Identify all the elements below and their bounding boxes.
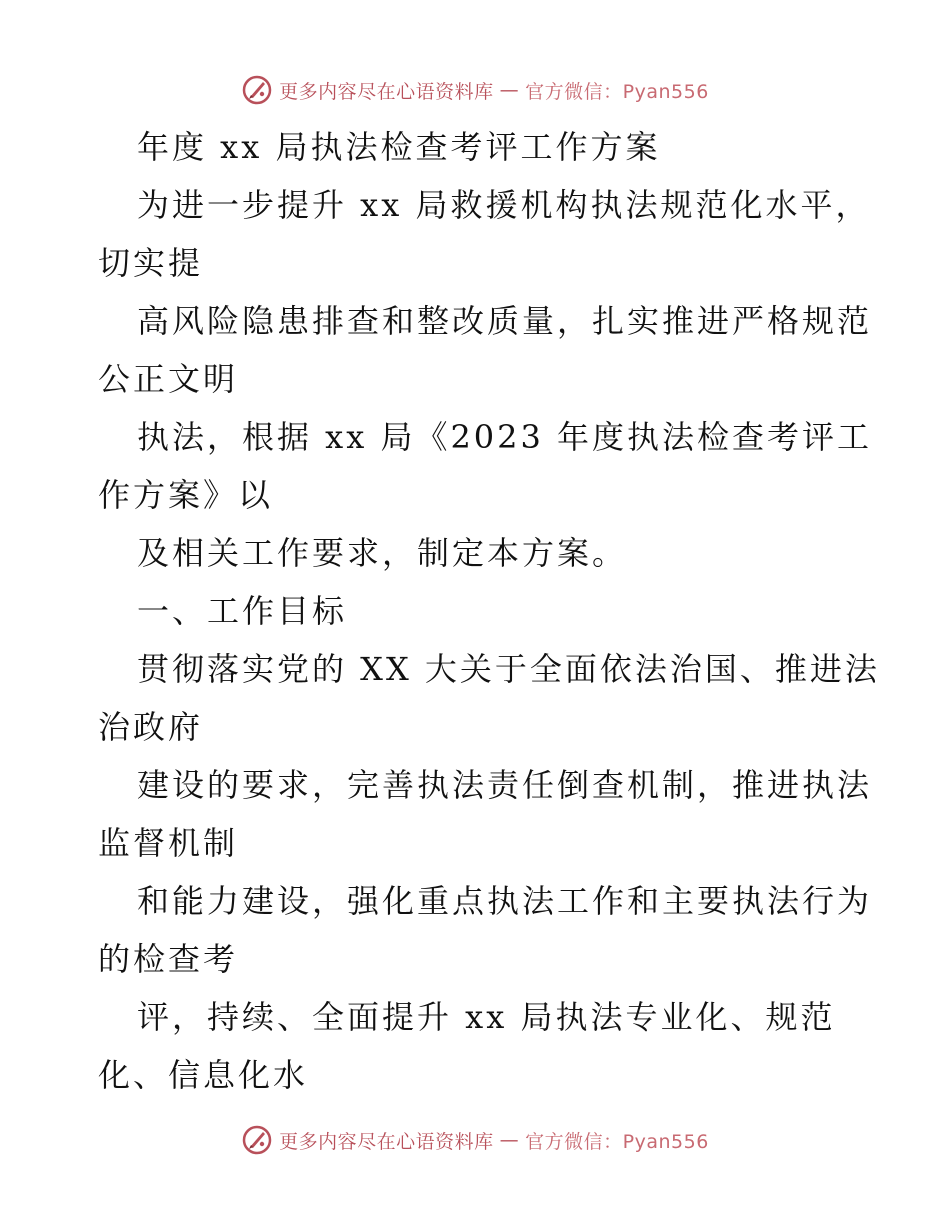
paragraph-line: 建设的要求，完善执法责任倒查机制，推进执法 [137, 766, 873, 804]
paragraph-line: 为进一步提升 xx 局救援机构执法规范化水平， [137, 186, 871, 224]
watermark-content [241, 1124, 709, 1156]
section-heading: 一、工作目标 [137, 592, 348, 630]
paragraph-line: 作方案》以 [98, 476, 274, 514]
watermark-text: 更多内容尽在心语资料库 [279, 1130, 494, 1153]
watermark-contact: 官方微信：Pyan556 [525, 80, 709, 103]
watermark-banner-bottom [0, 1120, 950, 1160]
paragraph-line: 高风险隐患排查和整改质量，扎实推进严格规范 [137, 302, 873, 340]
watermark-content [241, 74, 709, 106]
paragraph-line: 化、信息化水 [98, 1056, 309, 1094]
paragraph-line: 和能力建设，强化重点执法工作和主要执法行为 [137, 882, 873, 920]
document-body [0, 118, 950, 1104]
watermark-text: 更多内容尽在心语资料库 [279, 80, 494, 103]
paragraph-line: 贯彻落实党的 XX 大关于全面依法治国、推进法 [137, 650, 880, 688]
watermark-separator: — [499, 79, 520, 101]
paragraph-line: 的检查考 [98, 940, 239, 978]
paragraph-line: 监督机制 [98, 824, 239, 862]
document-title: 年度 xx 局执法检查考评工作方案 [137, 128, 661, 166]
quill-pen-logo-icon [241, 1124, 273, 1156]
paragraph-line: 及相关工作要求，制定本方案。 [137, 534, 628, 572]
paragraph-line: 公正文明 [98, 360, 239, 398]
paragraph-line: 治政府 [98, 708, 204, 746]
watermark-separator: — [499, 1129, 520, 1151]
quill-pen-logo-icon [241, 74, 273, 106]
paragraph-line: 评，持续、全面提升 xx 局执法专业化、规范 [137, 998, 836, 1036]
watermark-contact: 官方微信：Pyan556 [525, 1130, 709, 1153]
paragraph-line: 执法，根据 xx 局《2023 年度执法检查考评工 [137, 418, 873, 456]
paragraph-line: 切实提 [98, 244, 204, 282]
watermark-banner-top [0, 70, 950, 110]
